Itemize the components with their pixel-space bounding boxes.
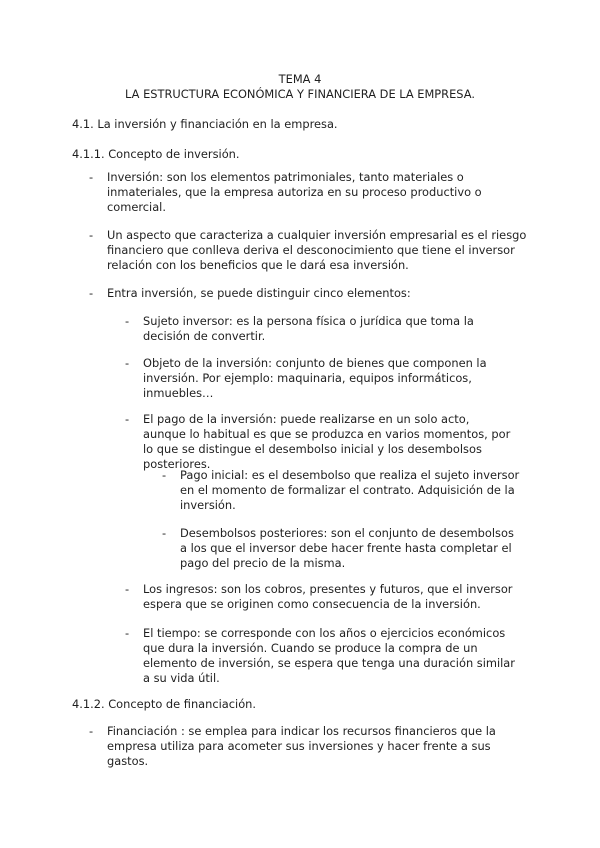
bullet-dash: -	[125, 582, 130, 596]
list-item-riesgo-financiero	[89, 228, 529, 273]
list-item-text: Objeto de la inversión: conjunto de bienes que componen la inversión. Por ejemplo: maquinaria, equipos informáticos, inmuebles…	[143, 356, 487, 400]
list-item-text: Pago inicial: es el desembolso que realiza el sujeto inversor en el momento de formalizar el contrato. Adquisición de la inversión.	[180, 468, 520, 512]
list-item-text: Los ingresos: son los cobros, presentes y futuros, que el inversor espera que se originen como consecuencia de la inversión.	[143, 582, 513, 611]
bullet-dash: -	[89, 228, 94, 242]
section-heading-4-1: 4.1. La inversión y financiación en la empresa.	[72, 117, 338, 131]
list-item-text: El pago de la inversión: puede realizarse en un solo acto, aunque lo habitual es que se produzca en varios momentos, por lo que se distingue el desembolso inicial y los desembolsos posteriores.	[143, 412, 511, 471]
list-item-financiacion-definition	[89, 724, 529, 769]
list-item-objeto-inversion	[125, 356, 515, 401]
list-item-sujeto-inversor	[125, 314, 515, 344]
list-item-pago-inicial	[162, 468, 524, 513]
bullet-dash: -	[162, 526, 167, 540]
list-item-pago-inversion	[125, 412, 515, 472]
list-item-text: Financiación : se emplea para indicar los recursos financieros que la empresa utiliza para acometer sus inversiones y hacer frente a sus gastos.	[107, 724, 496, 768]
section-heading-4-1-2: 4.1.2. Concepto de financiación.	[72, 697, 257, 711]
bullet-dash: -	[162, 468, 167, 482]
list-item-text: Inversión: son los elementos patrimoniales, tanto materiales o inmateriales, que la empresa autoriza en su proceso productivo o comercial.	[107, 170, 482, 214]
list-item-text: El tiempo: se corresponde con los años o ejercicios económicos que dura la inversión. Cuando se produce la compra de un elemento de inversión, se espera que tenga una duración similar a su vida útil.	[143, 626, 515, 685]
list-item-inversion-definition	[89, 170, 529, 215]
list-item-ingresos	[125, 582, 515, 612]
title-topic: TEMA 4	[278, 72, 322, 86]
bullet-dash: -	[125, 314, 130, 328]
list-item-cinco-elementos	[89, 286, 529, 301]
section-heading-4-1-1: 4.1.1. Concepto de inversión.	[72, 147, 240, 161]
list-item-desembolsos-posteriores	[162, 526, 524, 571]
list-item-text: Entra inversión, se puede distinguir cinco elementos:	[107, 286, 411, 300]
bullet-dash: -	[125, 356, 130, 370]
list-item-text: Desembolsos posteriores: son el conjunto de desembolsos a los que el inversor debe hacer frente hasta completar el pago del precio de la misma.	[180, 526, 514, 570]
bullet-dash: -	[125, 626, 130, 640]
list-item-tiempo	[125, 626, 515, 686]
document-title	[0, 72, 600, 102]
bullet-dash: -	[125, 412, 130, 426]
bullet-dash: -	[89, 724, 94, 738]
bullet-dash: -	[89, 170, 94, 184]
bullet-dash: -	[89, 286, 94, 300]
title-subject: LA ESTRUCTURA ECONÓMICA Y FINANCIERA DE LA EMPRESA.	[125, 87, 475, 101]
list-item-text: Un aspecto que caracteriza a cualquier inversión empresarial es el riesgo financiero que conlleva deriva el desconocimiento que tiene el inversor relación con los beneficios que le dará esa inversión.	[107, 228, 527, 272]
list-item-text: Sujeto inversor: es la persona física o jurídica que toma la decisión de convertir.	[143, 314, 474, 343]
